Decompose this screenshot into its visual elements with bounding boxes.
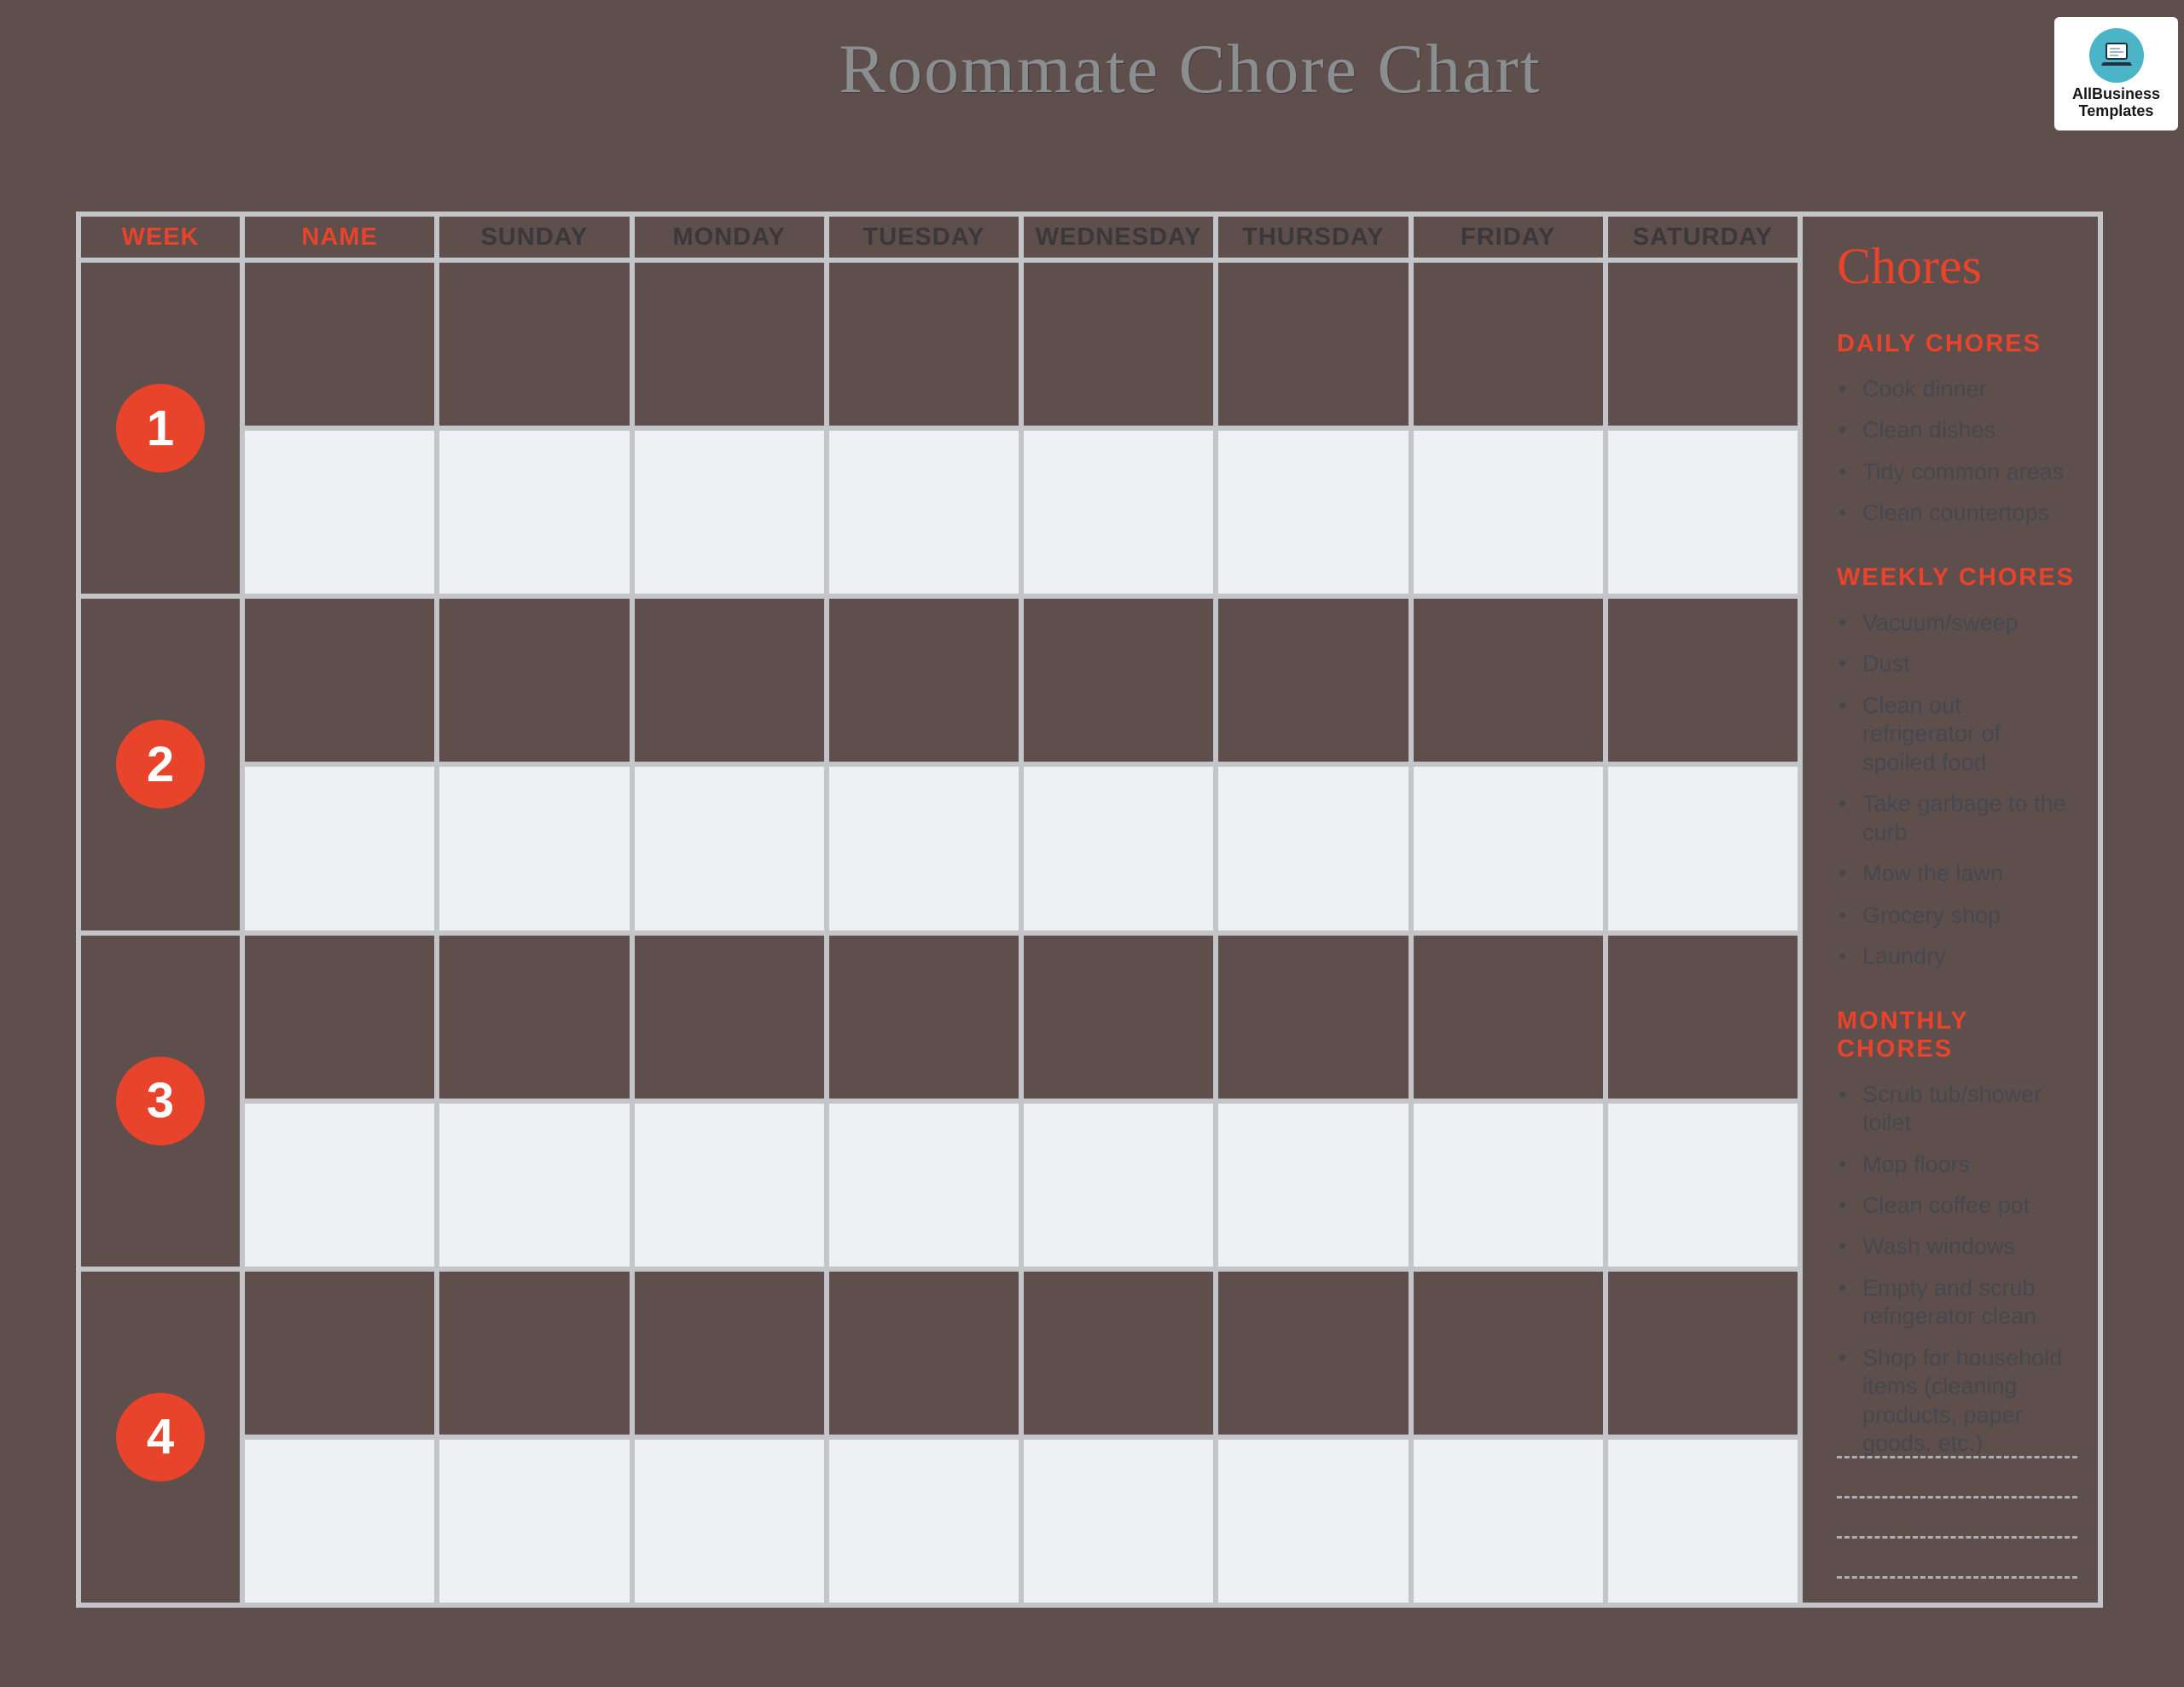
schedule-cell[interactable] — [1414, 1440, 1603, 1603]
week-cell-1 — [81, 263, 240, 594]
schedule-cell[interactable] — [829, 599, 1019, 762]
schedule-cell[interactable] — [1218, 263, 1408, 426]
schedule-cell[interactable] — [1024, 599, 1213, 762]
schedule-cell[interactable] — [1024, 1272, 1213, 1435]
schedule-cell[interactable] — [829, 936, 1019, 1099]
column-header-tuesday: TUESDAY — [829, 217, 1019, 258]
schedule-cell[interactable] — [439, 1272, 629, 1435]
column-header-monday: MONDAY — [635, 217, 824, 258]
chore-item: • Vacuum/sweep — [1837, 609, 2077, 637]
section-heading-daily: DAILY CHORES — [1837, 330, 2042, 357]
section-heading-monthly: MONTHLY CHORES — [1837, 1006, 1969, 1063]
chore-item: • Shop for household items (cleaning products, paper goods, etc.) — [1837, 1344, 2077, 1458]
schedule-cell[interactable] — [1024, 431, 1213, 594]
column-header-sunday: SUNDAY — [439, 217, 629, 258]
column-header-thursday: THURSDAY — [1218, 217, 1408, 258]
chore-item: • Laundry — [1837, 942, 2077, 971]
schedule-cell[interactable] — [1608, 1440, 1798, 1603]
chore-item: • Take garbage to the curb — [1837, 790, 2077, 847]
schedule-cell[interactable] — [245, 263, 434, 426]
page-title: Roommate Chore Chart — [839, 30, 1542, 107]
schedule-cell[interactable] — [245, 936, 434, 1099]
schedule-cell[interactable] — [635, 263, 824, 426]
schedule-cell[interactable] — [635, 599, 824, 762]
column-header-wednesday: WEDNESDAY — [1024, 217, 1213, 258]
week-cell-2 — [81, 599, 240, 930]
schedule-cell[interactable] — [1608, 599, 1798, 762]
schedule-cell[interactable] — [635, 1272, 824, 1435]
week-number-badge: 4 — [116, 1393, 205, 1481]
chore-item: • Cook dinner — [1837, 375, 2077, 403]
chore-item: • Grocery shop — [1837, 901, 2077, 930]
column-header-saturday: SATURDAY — [1608, 217, 1798, 258]
chore-item: • Tidy common areas — [1837, 458, 2077, 486]
schedule-cell[interactable] — [635, 1104, 824, 1267]
schedule-cell[interactable] — [829, 1440, 1019, 1603]
chore-chart-panel — [76, 212, 2103, 1608]
schedule-cell[interactable] — [1608, 1272, 1798, 1435]
schedule-grid — [81, 217, 1798, 1603]
logo-line2: Templates — [2078, 101, 2154, 119]
write-in-line[interactable] — [1837, 1458, 2077, 1499]
schedule-cell[interactable] — [439, 1440, 629, 1603]
schedule-cell[interactable] — [1414, 936, 1603, 1099]
schedule-cell[interactable] — [245, 767, 434, 930]
schedule-cell[interactable] — [439, 767, 629, 930]
schedule-cell[interactable] — [635, 936, 824, 1099]
schedule-cell[interactable] — [439, 431, 629, 594]
week-number-badge: 2 — [116, 720, 205, 809]
column-header-friday: FRIDAY — [1414, 217, 1603, 258]
schedule-cell[interactable] — [245, 431, 434, 594]
schedule-cell[interactable] — [1024, 263, 1213, 426]
schedule-cell[interactable] — [439, 599, 629, 762]
schedule-cell[interactable] — [635, 431, 824, 594]
schedule-cell[interactable] — [245, 1104, 434, 1267]
schedule-cell[interactable] — [829, 431, 1019, 594]
schedule-cell[interactable] — [439, 263, 629, 426]
laptop-icon — [2089, 28, 2144, 83]
chore-item: • Mop floors — [1837, 1151, 2077, 1179]
write-in-line[interactable] — [1837, 1499, 2077, 1539]
write-in-line[interactable] — [1837, 1539, 2077, 1579]
schedule-cell[interactable] — [1414, 599, 1603, 762]
schedule-cell[interactable] — [1414, 1104, 1603, 1267]
sidebar-title: Chores — [1837, 238, 1982, 294]
chore-item: • Clean countertops — [1837, 499, 2077, 527]
chore-item: • Clean coffee pot — [1837, 1191, 2077, 1220]
schedule-cell[interactable] — [635, 767, 824, 930]
schedule-cell[interactable] — [1608, 936, 1798, 1099]
schedule-cell[interactable] — [1608, 263, 1798, 426]
schedule-cell[interactable] — [245, 599, 434, 762]
chore-item: • Scrub tub/shower toilet — [1837, 1081, 2077, 1138]
monthly-chores-list — [1837, 1081, 2077, 1458]
schedule-cell[interactable] — [829, 767, 1019, 930]
schedule-cell[interactable] — [1218, 767, 1408, 930]
schedule-cell[interactable] — [245, 1272, 434, 1435]
schedule-cell[interactable] — [1414, 431, 1603, 594]
schedule-cell[interactable] — [1024, 1104, 1213, 1267]
chore-item: • Wash windows — [1837, 1232, 2077, 1261]
week-number-badge: 1 — [116, 384, 205, 472]
logo-text — [2072, 86, 2160, 119]
section-heading-weekly: WEEKLY CHORES — [1837, 563, 2075, 591]
schedule-cell[interactable] — [245, 1440, 434, 1603]
logo-line1: AllBusiness — [2071, 85, 2161, 103]
schedule-cell[interactable] — [1218, 599, 1408, 762]
daily-chores-list — [1837, 375, 2077, 528]
logo-badge — [2054, 17, 2178, 130]
weekly-chores-list — [1837, 609, 2077, 971]
week-cell-3 — [81, 936, 240, 1267]
schedule-cell[interactable] — [1024, 1440, 1213, 1603]
column-header-name: NAME — [245, 217, 434, 258]
chore-item: • Mow the lawn — [1837, 860, 2077, 888]
chore-item: • Empty and scrub refrigerator clean — [1837, 1274, 2077, 1331]
schedule-cell[interactable] — [1024, 767, 1213, 930]
column-header-week: WEEK — [81, 217, 240, 258]
schedule-cell[interactable] — [1218, 936, 1408, 1099]
schedule-cell[interactable] — [829, 1272, 1019, 1435]
write-in-line[interactable] — [1837, 1418, 2077, 1458]
schedule-cell[interactable] — [1414, 767, 1603, 930]
schedule-cell[interactable] — [1218, 1272, 1408, 1435]
laptop-icon-svg — [2100, 42, 2134, 69]
schedule-cell[interactable] — [1608, 431, 1798, 594]
week-cell-4 — [81, 1272, 240, 1603]
chore-item: • Dust — [1837, 650, 2077, 678]
schedule-cell[interactable] — [829, 1104, 1019, 1267]
chores-sidebar — [1798, 217, 2098, 1603]
schedule-cell[interactable] — [1608, 1104, 1798, 1267]
schedule-cell[interactable] — [439, 936, 629, 1099]
schedule-cell[interactable] — [1024, 936, 1213, 1099]
schedule-cell[interactable] — [1218, 1440, 1408, 1603]
week-number-badge: 3 — [116, 1057, 205, 1145]
schedule-cell[interactable] — [439, 1104, 629, 1267]
schedule-cell[interactable] — [829, 263, 1019, 426]
schedule-cell[interactable] — [1218, 431, 1408, 594]
schedule-cell[interactable] — [1414, 1272, 1603, 1435]
schedule-cell[interactable] — [1414, 263, 1603, 426]
schedule-cell[interactable] — [635, 1440, 824, 1603]
schedule-cell[interactable] — [1608, 767, 1798, 930]
schedule-cell[interactable] — [1218, 1104, 1408, 1267]
chore-item: • Clean dishes — [1837, 416, 2077, 444]
write-in-lines — [1837, 1418, 2077, 1579]
chore-item: • Clean out refrigerator of spoiled food — [1837, 692, 2077, 777]
